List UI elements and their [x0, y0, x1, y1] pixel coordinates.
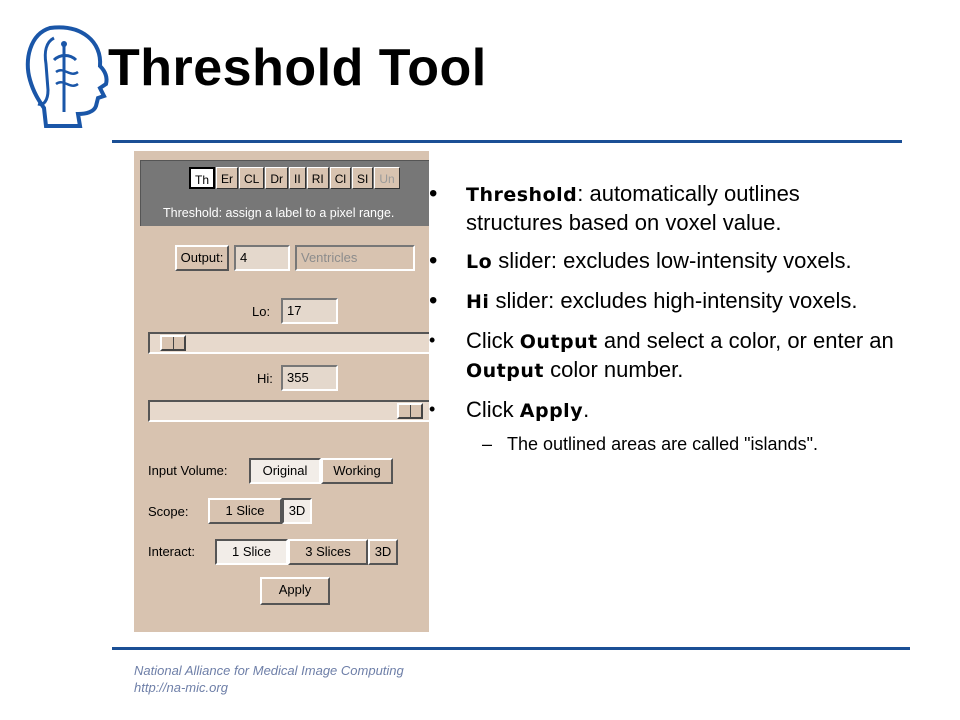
- tab-dr[interactable]: Dr: [265, 167, 288, 189]
- interact-label: Interact:: [148, 544, 195, 559]
- bullet-output-bold2: Output: [466, 360, 544, 382]
- scope-label: Scope:: [148, 504, 189, 519]
- lo-slider[interactable]: [148, 332, 429, 354]
- scope-1slice-button[interactable]: 1 Slice: [208, 498, 282, 524]
- bullet-output: [425, 327, 895, 385]
- input-working-button[interactable]: Working: [321, 458, 393, 484]
- instruction-list: [425, 180, 895, 467]
- hi-input[interactable]: 355: [281, 365, 338, 391]
- tool-description: Threshold: assign a label to a pixel range.: [163, 206, 395, 220]
- output-label-field: Ventricles: [295, 245, 415, 271]
- footer: [134, 662, 404, 696]
- output-number-field[interactable]: 4: [234, 245, 290, 271]
- hi-slider-thumb[interactable]: [397, 403, 423, 419]
- tab-er[interactable]: Er: [216, 167, 238, 189]
- panel-header: [140, 160, 429, 226]
- bullet-output-post: color number.: [543, 357, 684, 382]
- bullet-hi-text: slider: excludes high-intensity voxels.: [489, 288, 858, 313]
- tab-si[interactable]: SI: [352, 167, 373, 189]
- bullet-threshold: [425, 180, 895, 236]
- bullet-threshold-text: : automatically outlines structures based on voxel value.: [466, 181, 800, 235]
- scope-3d-button[interactable]: 3D: [282, 498, 312, 524]
- footer-url: http://na-mic.org: [134, 680, 228, 695]
- apply-button[interactable]: Apply: [260, 577, 330, 605]
- hi-slider[interactable]: [148, 400, 429, 422]
- lo-slider-thumb[interactable]: [160, 335, 186, 351]
- bullet-lo-bold: Lo: [466, 251, 493, 273]
- bullet-apply: [425, 396, 895, 425]
- bullet-output-pre: Click: [466, 328, 520, 353]
- interact-3d-button[interactable]: 3D: [368, 539, 398, 565]
- lo-label: Lo:: [252, 304, 271, 319]
- input-volume-label: Input Volume:: [148, 463, 228, 478]
- threshold-panel: [134, 151, 429, 632]
- footer-org: National Alliance for Medical Image Computing: [134, 663, 404, 678]
- bullet-apply-bold: Apply: [519, 400, 584, 422]
- bullet-output-bold1: Output: [519, 331, 598, 353]
- slide-title: Threshold Tool: [108, 39, 487, 97]
- bullet-hi: [425, 287, 895, 316]
- bullet-apply-pre: Click: [466, 397, 520, 422]
- tab-ii[interactable]: II: [289, 167, 306, 189]
- namic-logo-icon: [20, 20, 120, 130]
- footer-divider: [112, 647, 910, 650]
- bullet-hi-bold: Hi: [466, 291, 490, 313]
- input-original-button[interactable]: Original: [249, 458, 321, 484]
- tool-tabs: [189, 167, 401, 189]
- title-divider: [112, 140, 902, 143]
- tab-cl[interactable]: CL: [239, 167, 264, 189]
- sub-bullet-islands: – The outlined areas are called "islands".: [425, 432, 895, 456]
- bullet-lo-text: slider: excludes low-intensity voxels.: [492, 248, 852, 273]
- tab-th[interactable]: Th: [189, 167, 215, 189]
- interact-1slice-button[interactable]: 1 Slice: [215, 539, 288, 565]
- bullet-threshold-bold: Threshold: [466, 184, 578, 206]
- tab-cl[interactable]: Cl: [330, 167, 351, 189]
- bullet-lo: [425, 247, 895, 276]
- interact-3slices-button[interactable]: 3 Slices: [288, 539, 368, 565]
- lo-input[interactable]: 17: [281, 298, 338, 324]
- hi-label: Hi:: [257, 371, 273, 386]
- tab-un: Un: [374, 167, 399, 189]
- tab-ri[interactable]: RI: [307, 167, 329, 189]
- bullet-output-mid: and select a color, or enter an: [597, 328, 894, 353]
- output-button[interactable]: Output:: [175, 245, 229, 271]
- bullet-apply-post: .: [583, 397, 590, 422]
